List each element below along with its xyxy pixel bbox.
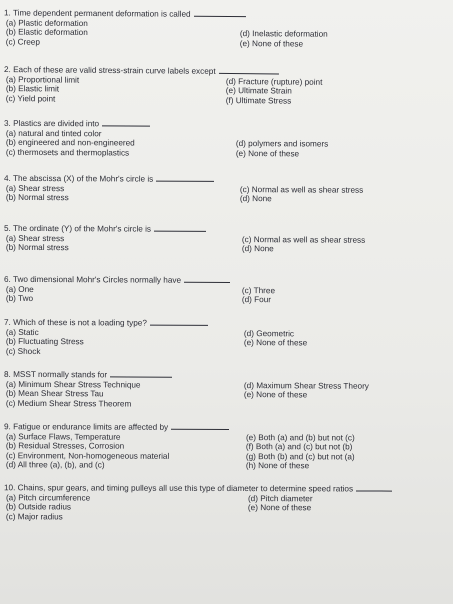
option-c: (c) thermosets and thermoplastics <box>5 147 130 158</box>
question-4 <box>3 173 452 204</box>
option-d: (d) None <box>241 244 274 254</box>
question-7 <box>3 317 452 356</box>
question-3 <box>3 118 452 159</box>
option-b: (b) Normal stress <box>5 243 69 253</box>
option-g: (g) Both (b) and (c) but not (a) <box>245 451 355 462</box>
question-stem: 8. MSST normally stands for <box>3 369 108 380</box>
option-e: (e) None of these <box>247 503 312 513</box>
answer-blank <box>194 9 246 17</box>
question-5 <box>3 223 452 254</box>
option-b: (b) Outside radius <box>5 502 72 512</box>
option-b: (b) Elastic deformation <box>5 27 88 38</box>
answer-blank <box>156 174 214 182</box>
option-spacer <box>240 20 328 30</box>
option-d: (d) All three (a), (b), and (c) <box>5 460 105 470</box>
option-d: (d) Pitch diameter <box>247 493 313 503</box>
question-stem: 10. Chains, spur gears, and timing pulleys all use this type of diameter to determine speed ratios <box>3 483 354 494</box>
option-e: (e) Both (a) and (b) but not (c) <box>245 432 355 443</box>
question-stem: 2. Each of these are valid stress-strain curve labels except <box>3 65 216 76</box>
option-e: (e) None of these <box>243 338 308 348</box>
option-e: (e) None of these <box>243 390 308 400</box>
option-d: (d) Four <box>241 295 272 305</box>
question-2 <box>3 64 452 106</box>
question-8 <box>3 369 452 409</box>
answer-blank <box>102 118 150 126</box>
question-stem: 4. The abscissa (X) of the Mohr's circle is <box>3 173 154 184</box>
option-a: (a) Proportional limit <box>5 74 80 85</box>
option-d: (d) None <box>239 194 272 204</box>
answer-blank <box>356 483 392 491</box>
answer-blank <box>154 224 206 232</box>
option-c: (c) Environment, Non-homogeneous material <box>5 451 170 461</box>
answer-blank <box>219 66 279 75</box>
option-d: (d) Fracture (rupture) point <box>225 76 323 87</box>
option-b: (b) Normal stress <box>5 193 69 203</box>
option-f: (f) Both (a) and (c) but not (b) <box>245 442 353 452</box>
question-6 <box>3 274 452 305</box>
question-10 <box>3 482 452 522</box>
option-b: (b) Mean Shear Stress Tau <box>5 389 104 399</box>
option-d: (d) Maximum Shear Stress Theory <box>243 380 369 391</box>
option-spacer <box>236 130 328 140</box>
option-e: (e) None of these <box>235 148 300 159</box>
option-f: (f) Ultimate Stress <box>225 95 292 106</box>
option-c: (c) Shock <box>5 346 41 356</box>
question-stem: 1. Time dependent permanent deformation is called <box>3 8 191 19</box>
question-1 <box>3 7 452 49</box>
option-d: (d) Geometric <box>243 328 295 338</box>
answer-blank <box>110 369 172 377</box>
option-a: (a) natural and tinted color <box>5 128 102 138</box>
option-h: (h) None of these <box>245 461 310 471</box>
question-stem: 5. The ordinate (Y) of the Mohr's circle is <box>3 223 152 234</box>
option-d: (d) polymers and isomers <box>235 139 329 149</box>
option-b: (b) Elastic limit <box>5 84 60 94</box>
option-a: (a) Surface Flaws, Temperature <box>5 431 121 442</box>
option-c: (c) Yield point <box>5 93 56 104</box>
option-d: (d) Inelastic deformation <box>239 29 328 39</box>
question-stem: 6. Two dimensional Mohr's Circles normally have <box>3 274 182 285</box>
option-c: (c) Creep <box>5 37 40 47</box>
question-stem: 3. Plastics are divided into <box>3 118 100 129</box>
option-c: (c) Normal as well as shear stress <box>241 234 366 245</box>
option-a: (a) Static <box>5 327 39 337</box>
option-b: (b) engineered and non-engineered <box>5 138 135 148</box>
answer-blank <box>171 422 229 430</box>
question-9 <box>3 421 452 471</box>
question-stem: 9. Fatigue or endurance limits are affected by <box>3 422 169 432</box>
question-stem: 7. Which of these is not a loading type? <box>3 317 147 328</box>
option-e: (e) None of these <box>239 38 304 49</box>
option-a: (a) Pitch circumference <box>5 492 91 503</box>
option-a: (a) Shear stress <box>5 233 65 243</box>
option-b: (b) Two <box>5 294 34 304</box>
option-b: (b) Residual Stresses, Corrosion <box>5 441 125 451</box>
option-c: (c) Medium Shear Stress Theorem <box>5 398 132 409</box>
option-e: (e) Ultimate Strain <box>225 86 292 96</box>
option-c: (c) Three <box>241 285 276 295</box>
option-a: (a) Shear stress <box>5 183 65 193</box>
option-a: (a) One <box>5 284 34 294</box>
answer-blank <box>184 275 230 283</box>
option-c: (c) Normal as well as shear stress <box>239 184 364 195</box>
answer-blank <box>150 318 208 326</box>
option-a: (a) Plastic deformation <box>5 18 88 28</box>
option-c: (c) Major radius <box>5 512 63 522</box>
option-a: (a) Minimum Shear Stress Technique <box>5 379 141 390</box>
option-b: (b) Fluctuating Stress <box>5 337 84 347</box>
